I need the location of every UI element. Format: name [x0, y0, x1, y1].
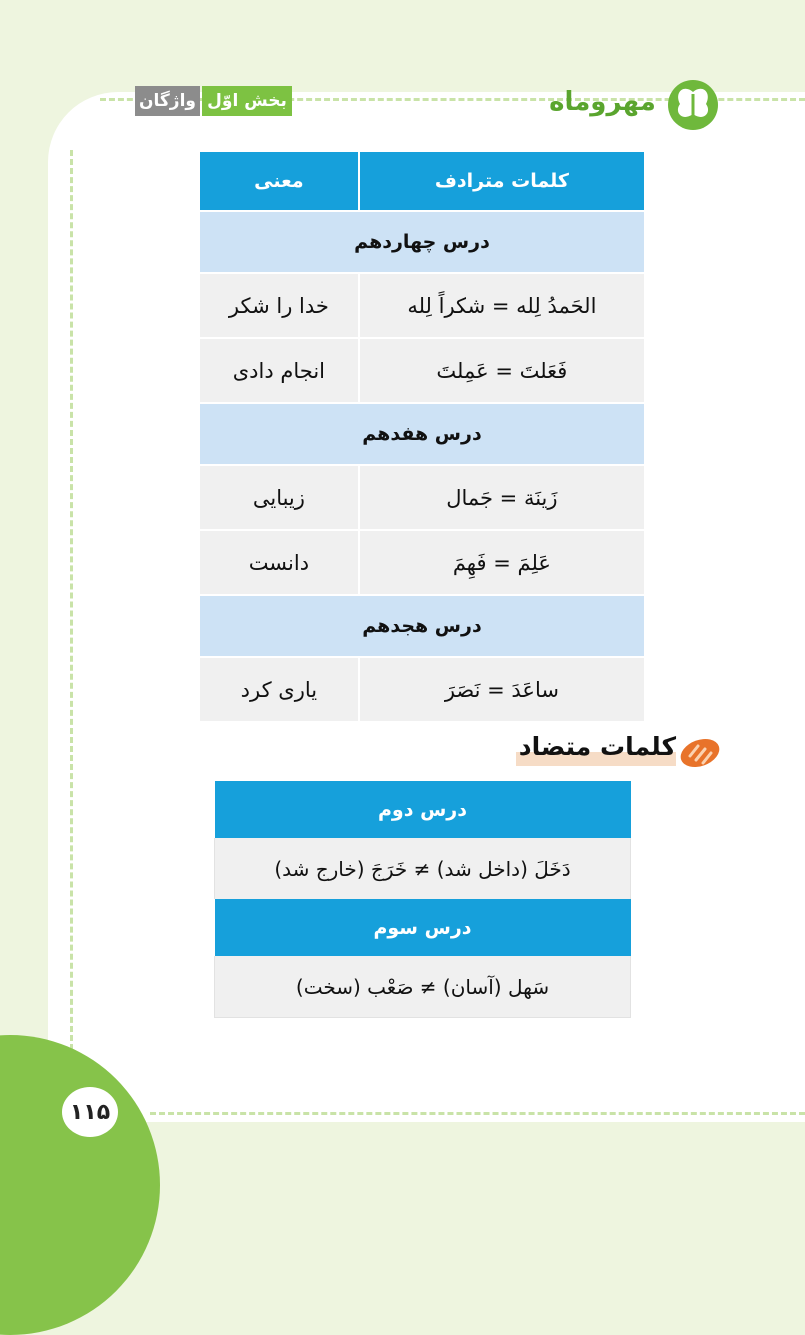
antonym-pair: دَخَلَ (داخل شد) ≠ خَرَجَ (خارج شد): [215, 838, 631, 899]
synonym-meaning: زیبایی: [199, 465, 359, 530]
table-row: [199, 530, 645, 595]
synonym-words: الحَمدُ لِله = شکراً لِله: [359, 273, 645, 338]
brand-name: مهروماه: [549, 87, 656, 117]
antonyms-heading: [500, 728, 730, 772]
section-title: درس سوم: [215, 899, 631, 956]
antonyms-table: [214, 781, 631, 1018]
synonym-meaning: انجام دادی: [199, 338, 359, 403]
bread-icon: [678, 736, 722, 770]
synonym-meaning: دانست: [199, 530, 359, 595]
col-header-words: کلمات مترادف: [359, 151, 645, 211]
table-row: [215, 838, 631, 899]
table-row: [199, 657, 645, 722]
table-row: [215, 956, 631, 1018]
section-title: درس هجدهم: [199, 595, 645, 657]
col-header-meaning: معنی: [199, 151, 359, 211]
butterfly-icon: [666, 78, 720, 132]
section-tag: واژگان: [135, 86, 200, 116]
synonyms-table: [198, 150, 646, 723]
table-header-row: [199, 151, 645, 211]
synonym-words: زَینَة = جَمال: [359, 465, 645, 530]
section-row: [199, 595, 645, 657]
section-row: [215, 781, 631, 838]
page-header: [0, 0, 805, 140]
section-title: درس چهاردهم: [199, 211, 645, 273]
dashed-border-left: [70, 150, 73, 1050]
antonyms-heading-text: کلمات متضاد: [518, 732, 676, 761]
table-row: [199, 273, 645, 338]
section-title: درس هفدهم: [199, 403, 645, 465]
section-row: [199, 211, 645, 273]
part-tag: بخش اوّل: [202, 86, 292, 116]
page-number: ۱۱۵: [62, 1087, 118, 1137]
synonym-words: فَعَلتَ = عَمِلتَ: [359, 338, 645, 403]
section-row: [199, 403, 645, 465]
section-title: درس دوم: [215, 781, 631, 838]
antonym-pair: سَهل (آسان) ≠ صَعْب (سخت): [215, 956, 631, 1018]
section-row: [215, 899, 631, 956]
synonym-words: ساعَدَ = نَصَرَ: [359, 657, 645, 722]
synonym-meaning: یاری کرد: [199, 657, 359, 722]
dashed-border-bottom: [150, 1112, 805, 1115]
synonym-meaning: خدا را شکر: [199, 273, 359, 338]
table-row: [199, 338, 645, 403]
table-row: [199, 465, 645, 530]
synonym-words: عَلِمَ = فَهِمَ: [359, 530, 645, 595]
